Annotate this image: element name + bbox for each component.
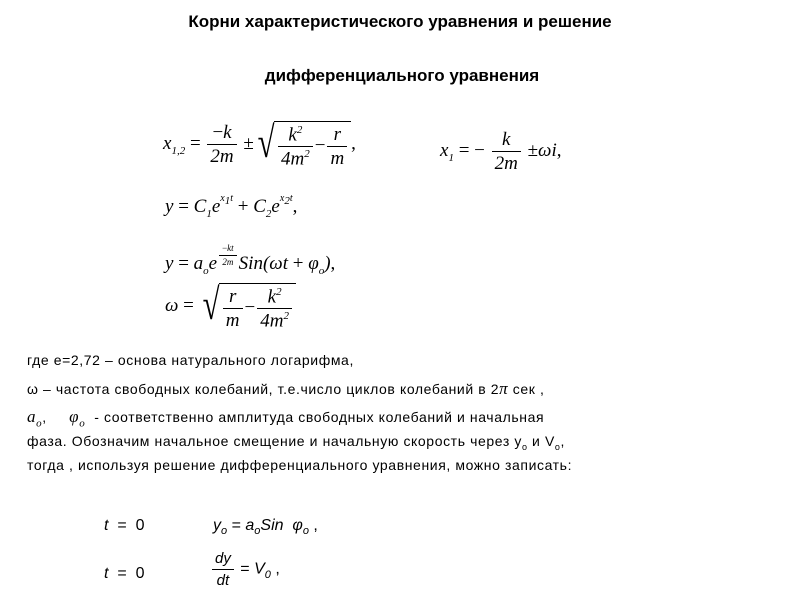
explanation-line-2-text: ω – частота свободных колебаний, т.е.число циклов колебаний в 2 [27,381,500,397]
slide-title-line-2: дифференциального уравнения [264,66,540,85]
explanation-line-5: тогда , используя решение дифференциального уравнения, можно записать: [27,457,573,473]
formula-oscillation-solution: $y = a_oe$ $^{\frac{-kt}{2m}}$ $Sin(\omega t + \varphi_o)$, [165,243,336,277]
formula-roots-general: $x_{1,2}$ = $\frac{-k}{2m}$ ± √ $\frac{k^2}{4m^2}$ − $\frac{r}{m}$ , [163,118,356,170]
symbol-separator: , [42,409,47,425]
explanation-line-1: где е=2,72 – основа натурального логарифма, [27,352,354,368]
explanation-line-3 [27,408,544,429]
explanation-line-2 [27,380,544,397]
formula-general-solution: $y = C_1e^{x_1t} + C_2e^{x_2t}$, [165,192,298,220]
initial-condition-2-expression: $\frac{dy}{dt}$ = $V_0$ , [210,550,280,589]
initial-condition-2: t = 0 [104,565,145,582]
initial-condition-1-expression: $y_o = a_oSin$ $\varphi_o$ , [213,517,318,538]
phase-symbol: $\varphi_o$ [69,407,86,430]
formula-omega: ω = √ $\frac{r}{m}$ − $\frac{k^2}{4m^2}$ [165,283,296,331]
amplitude-symbol: $a_o$ [27,407,43,430]
slide-title-line-1: Корни характеристического уравнения и решение [188,12,612,31]
initial-condition-1: t = 0 [104,517,145,534]
explanation-line-2-end: сек , [508,381,545,397]
formula-roots-complex: $x_1$ = − $\frac{k}{2m}$ ±ωi, [440,129,562,174]
explanation-line-3-text: - соответственно амплитуда свободных колебаний и начальная [94,409,545,425]
pi-symbol: π [499,379,509,398]
explanation-line-4: фаза. Обозначим начальное смещение и начальную скорость через $y_o$ и $V_o$, [27,433,565,452]
